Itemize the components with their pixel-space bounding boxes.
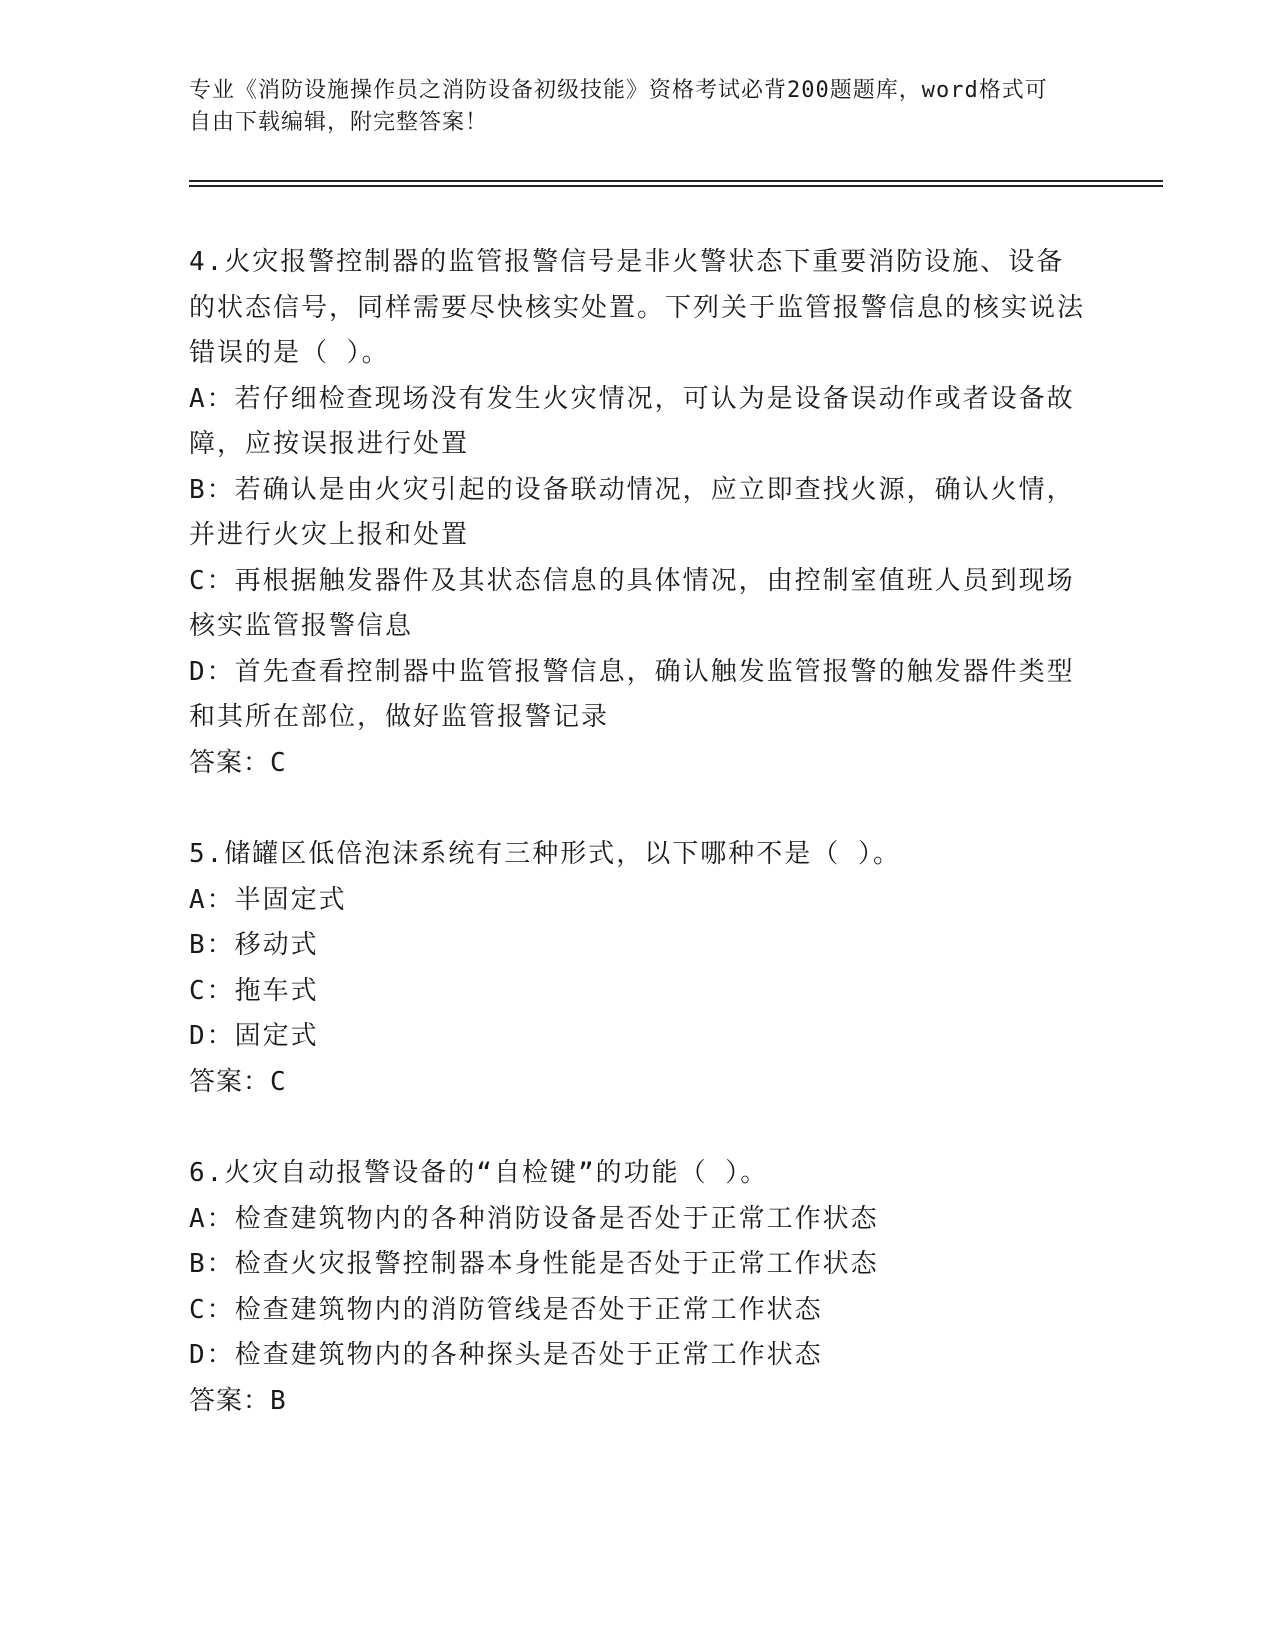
option-a: A：检查建筑物内的各种消防设备是否处于正常工作状态 — [189, 1203, 879, 1234]
question-stem: 5.储罐区低倍泡沫系统有三种形式，以下哪种不是（ ）。 — [189, 839, 901, 869]
question-6 — [189, 1151, 1089, 1424]
option-d: D：首先查看控制器中监管报警信息，确认触发监管报警的触发器件类型和其所在部位，做好监管报警记录 — [189, 656, 1075, 732]
question-4 — [189, 240, 1089, 786]
option-b: B：若确认是由火灾引起的设备联动情况，应立即查找火源，确认火情，并进行火灾上报和处置 — [189, 474, 1075, 550]
option-c: C：再根据触发器件及其状态信息的具体情况，由控制室值班人员到现场核实监管报警信息 — [189, 565, 1075, 641]
question-list — [189, 240, 1089, 1470]
question-5 — [189, 832, 1089, 1105]
question-stem: 4.火灾报警控制器的监管报警信号是非火警状态下重要消防设施、设备的状态信号，同样需要尽快核实处置。下列关于监管报警信息的核实说法错误的是（ ）。 — [189, 247, 1086, 368]
header-divider-top — [189, 180, 1163, 182]
option-b: B：检查火灾报警控制器本身性能是否处于正常工作状态 — [189, 1249, 879, 1279]
option-a: A：若仔细检查现场没有发生火灾情况，可认为是设备误动作或者设备故障，应按误报进行处置 — [189, 383, 1075, 459]
answer-line: 答案：C — [189, 1066, 287, 1097]
question-stem: 6.火灾自动报警设备的“自检键”的功能（ ）。 — [189, 1158, 769, 1188]
option-c: C：拖车式 — [189, 975, 319, 1006]
option-d: D：固定式 — [189, 1021, 319, 1051]
option-b: B：移动式 — [189, 930, 319, 960]
answer-line: 答案：B — [189, 1385, 287, 1416]
answer-line: 答案：C — [189, 747, 287, 778]
option-c: C：检查建筑物内的消防管线是否处于正常工作状态 — [189, 1294, 823, 1325]
option-a: A：半固定式 — [189, 884, 347, 915]
header-divider-bottom — [189, 185, 1163, 187]
option-d: D：检查建筑物内的各种探头是否处于正常工作状态 — [189, 1340, 823, 1370]
document-header: 专业《消防设施操作员之消防设备初级技能》资格考试必背200题题库，word格式可自由下载编辑，附完整答案！ — [189, 78, 1048, 135]
